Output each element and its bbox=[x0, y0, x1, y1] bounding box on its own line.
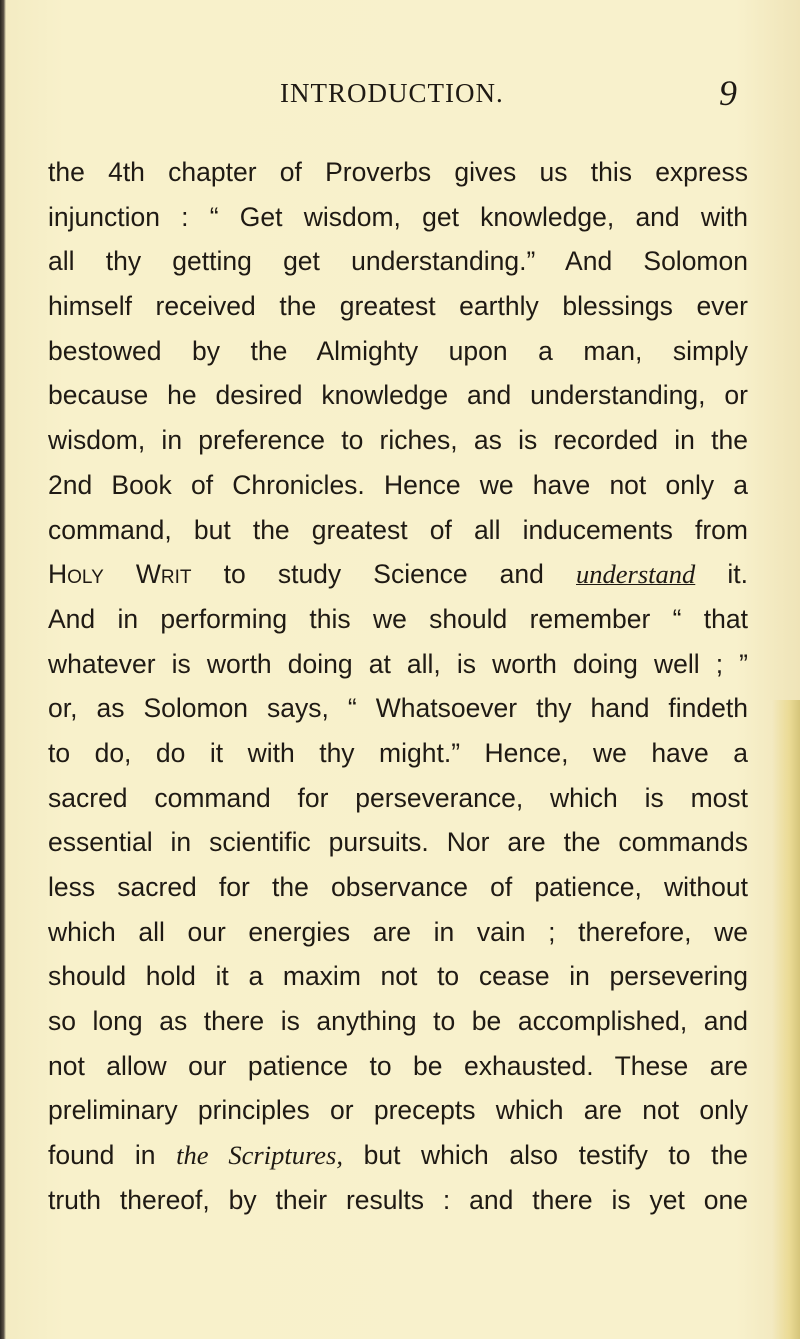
line-end-text: it. bbox=[695, 559, 748, 590]
line-start-text: found in bbox=[48, 1140, 177, 1171]
text-line-scriptures bbox=[48, 1133, 748, 1178]
text-line: injunction : “ Get wisdom, get knowledge, and with bbox=[48, 201, 748, 232]
scriptures-emphasis: the Scriptures, bbox=[176, 1140, 343, 1171]
text-line: or, as Solomon says, “ Whatsoever thy hand findeth bbox=[48, 693, 748, 724]
text-line: all thy getting get understanding.” And Solomon bbox=[48, 246, 748, 277]
line-middle-text: to study Science and bbox=[191, 559, 577, 590]
text-line: not allow our patience to be exhausted. These are bbox=[48, 1050, 748, 1081]
text-line: sacred command for perseverance, which is most bbox=[48, 782, 748, 813]
page-binding-edge bbox=[0, 0, 6, 1339]
text-line: which all our energies are in vain ; therefore, we bbox=[48, 916, 748, 947]
text-line: to do, do it with thy might.” Hence, we have a bbox=[48, 737, 748, 768]
text-line: less sacred for the observance of patience, without bbox=[48, 872, 748, 902]
text-line: bestowed by the Almighty upon a man, simply bbox=[48, 335, 748, 366]
text-line: because he desired knowledge and understanding, or bbox=[48, 380, 748, 411]
body-paragraph bbox=[48, 150, 748, 1223]
text-line: preliminary principles or precepts which are not only bbox=[48, 1095, 748, 1126]
text-line: should hold it a maxim not to cease in persevering bbox=[48, 961, 748, 992]
text-line: wisdom, in preference to riches, as is recorded in the bbox=[48, 425, 748, 456]
chapter-title: INTRODUCTION. bbox=[280, 78, 504, 108]
running-header bbox=[0, 70, 800, 113]
text-line: whatever is worth doing at all, is worth doing well ; ” bbox=[48, 648, 748, 679]
writ-text: Writ bbox=[135, 559, 192, 590]
text-line: command, but the greatest of all inducements from bbox=[48, 514, 748, 545]
line-end-text: but which also testify to the bbox=[342, 1140, 748, 1171]
text-line-last: truth thereof, by their results : and there is yet one bbox=[48, 1184, 748, 1215]
text-line: so long as there is anything to be accomplished, and bbox=[48, 1006, 748, 1037]
page-age-stain bbox=[772, 700, 800, 1339]
text-line: And in performing this we should remember “ that bbox=[48, 603, 748, 634]
understand-emphasis: understand bbox=[576, 559, 696, 590]
text-line: essential in scientific pursuits. Nor are the commands bbox=[48, 827, 748, 858]
text-line: himself received the greatest earthly blessings ever bbox=[48, 291, 748, 322]
holy-text: Holy bbox=[48, 559, 104, 590]
page-number: 9 bbox=[719, 73, 737, 113]
text-line: 2nd Book of Chronicles. Hence we have not only a bbox=[48, 469, 748, 500]
text-line: the 4th chapter of Proverbs gives us this express bbox=[48, 157, 748, 187]
text-line-holy-writ bbox=[48, 552, 748, 597]
